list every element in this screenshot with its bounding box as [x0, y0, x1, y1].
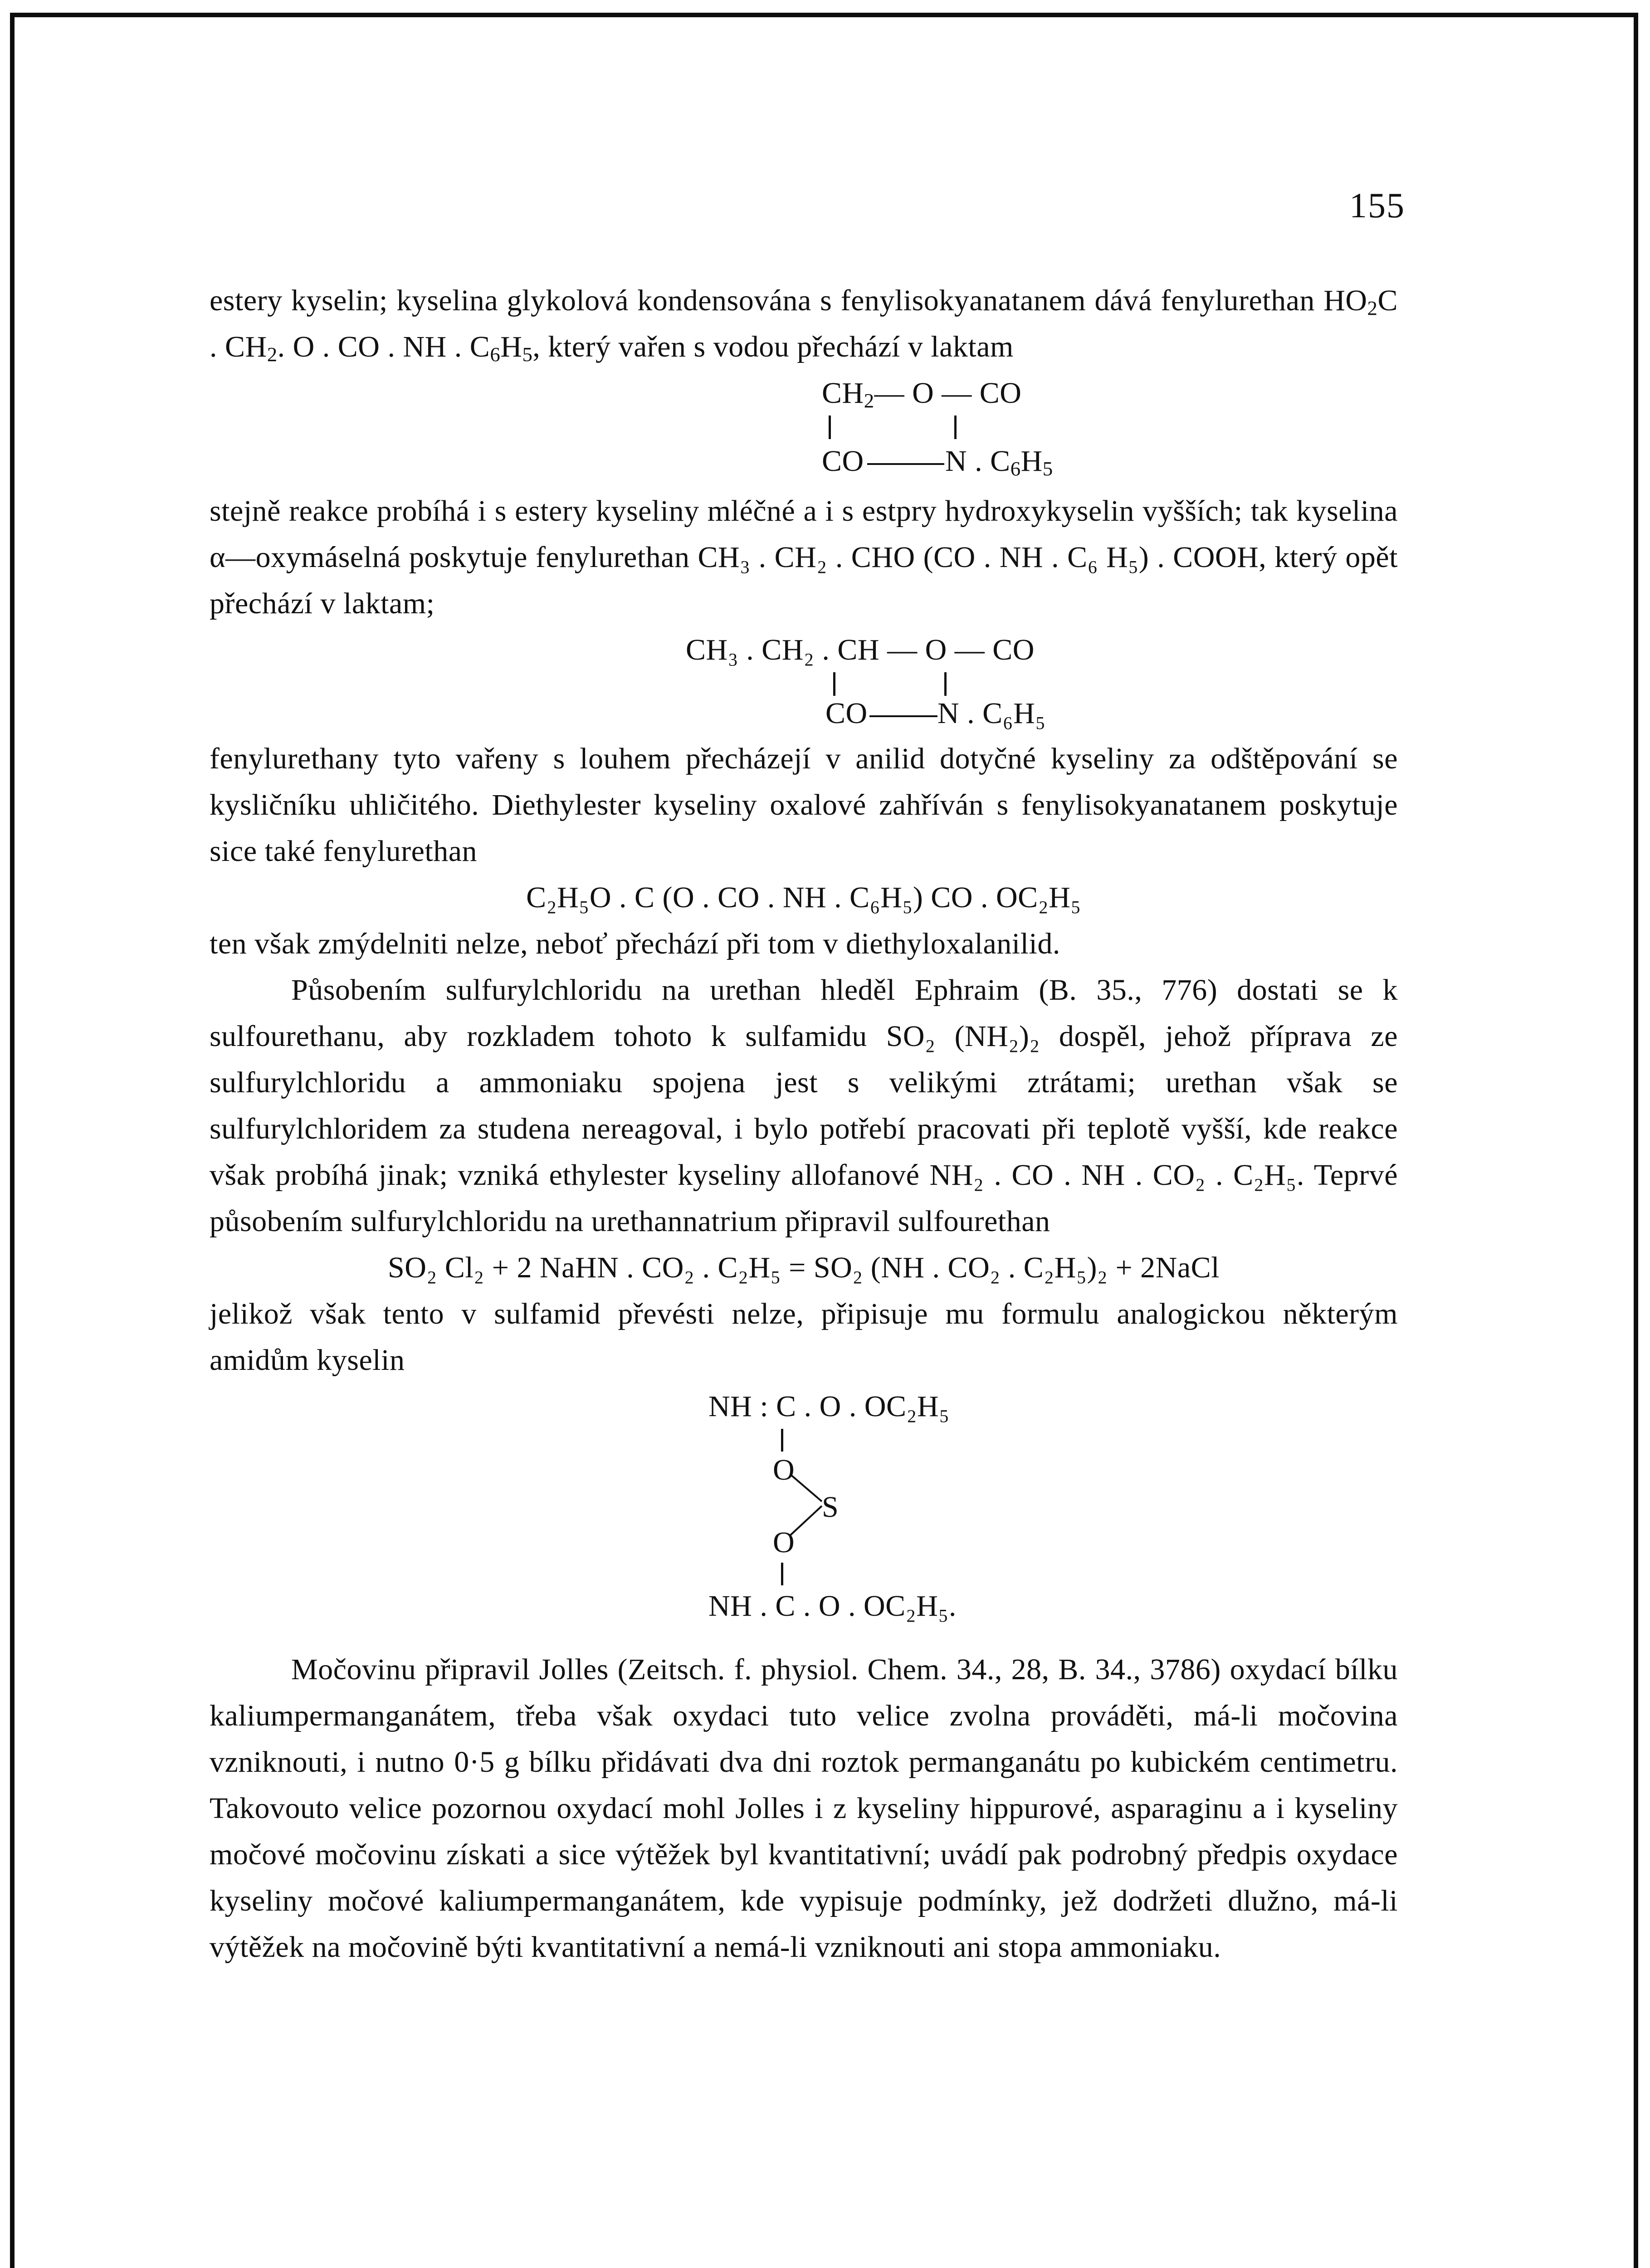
s3-bottom: NH . C . O . OC₂H₅. [708, 1589, 957, 1623]
s1-bottom-right: N . C [945, 445, 1011, 478]
page-body [210, 278, 1398, 1970]
s3-sulfur: S [822, 1491, 839, 1524]
lactam-structure-2 [532, 627, 1076, 736]
s2-bottom-left: CO [825, 697, 868, 730]
s1-top: CH [822, 376, 864, 410]
s3-o-lower: O [773, 1526, 795, 1559]
page-number: 155 [1349, 186, 1405, 225]
paragraph-1: estery kyselin; kyselina glykolová kondensována s fenylisokyanatanem dává fenylurethan $HO_2C$ . $CH_2$. O . CO . NH . $C_6H_5$, který vařen s vodou přechází v laktam [210, 284, 1398, 366]
paragraph-3: fenylurethany tyto vařeny s louhem přecházejí v anilid dotyčné kyseliny za odštěpování se kysličníku uhličitého. Diethylester kyseliny oxalové zahříván s fenylisokyanatanem poskytuje sice také fenylurethan [210, 742, 1398, 868]
formula-diethyl: C₂H₅O . C (O . CO . NH . C₆H₅) CO . OC₂H₅ [526, 881, 1081, 914]
s2-top: CH₃ . CH₂ . CH — O — CO [686, 633, 1035, 666]
p1-line3: přechází v laktam [797, 330, 1014, 363]
s2-bottom-right: N . C₆H₅ [937, 697, 1046, 730]
s1-bond-left [829, 415, 831, 439]
s3-bond-lower [781, 1563, 783, 1585]
s1-bottom-left: CO [822, 445, 864, 478]
p1-line2-formula: C . CH [210, 284, 1398, 363]
p1-line2-pre: dává fenylurethan HO [1094, 284, 1367, 317]
lactam-structure-1: $CH_2—$ O — CO CO N . $C_6H_5$ [600, 370, 1008, 488]
s3-top: NH : C . O . OC₂H₅ [708, 1390, 950, 1423]
paragraph-2: stejně reakce probíhá i s estery kyseliny mléčné a i s estpry hydroxykyselin vyšších; tak kyselina α—oxymáselná poskytuje fenylurethan CH₃ . CH₂ . CHO (CO . NH . C₆ H₅) . COOH, který opět přechází v laktam; [210, 494, 1398, 620]
s1-bond-bottom [867, 463, 944, 465]
s3-o-upper: O [773, 1453, 795, 1486]
p1-line2-mid: . O . CO . NH . C [277, 330, 490, 363]
paragraph-4: ten však zmýdelniti nelze, neboť přechází při tom v diethyloxalanilid. [210, 927, 1060, 960]
p1-line2-post: , který vařen s vodou [532, 330, 790, 363]
paragraph-5: Působením sulfurylchloridu na urethan hleděl Ephraim (B. 35., 776) dostati se k sulfourethanu, aby rozkladem tohoto k sulfamidu SO₂ (NH₂)₂ dospěl, jehož příprava ze sulfurylchloridu a ammoniaku spojena jest s velikými ztrátami; urethan však se sulfurylchloridem za studena nereagoval, i bylo potřebí pracovati při teplotě vyšší, kde reakce však probíhá jinak; vzniká ethylester kyseliny allofanové NH₂ . CO . NH . CO₂ . C₂H₅. Teprvé působením sulfurylchloridu na urethannatrium připravil sulfourethan [210, 973, 1398, 1238]
p1-line1: estery kyselin; kyselina glykolová kondensována s fenylisokyanatanem [210, 284, 1086, 317]
s2-bond-bottom [869, 715, 937, 717]
paragraph-7: Močovinu připravil Jolles (Zeitsch. f. physiol. Chem. 34., 28, B. 34., 3786) oxydací bílku kaliumpermanganátem, třeba však oxydaci tuto velice zvolna prováděti, má-li močovina vzniknouti, i nutno 0·5 g bílku přidávati dva dni roztok permanganátu po kubickém centimetru. Takovouto velice pozornou oxydací mohl Jolles i z kyseliny hippurové, asparaginu a i kyseliny močové močovinu získati a sice výtěžek byl kvantitativní; uvádí pak podrobný předpis oxydace kyseliny močové kaliumpermanganátem, kde vypisuje podmínky, jež dodržeti dlužno, má-li výtěžek na močovině býti kvantitativní a nemá-li vzniknouti ani stopa ammoniaku. [210, 1653, 1398, 1964]
paragraph-6: jelikož však tento v sulfamid převésti nelze, připisuje mu formulu analogickou některým amidům kyselin [210, 1297, 1398, 1377]
sulfourethan-structure [509, 1383, 1098, 1647]
equation-sulfourethan: SO₂ Cl₂ + 2 NaHN . CO₂ . C₂H₅ = SO₂ (NH . CO₂ . C₂H₅)₂ + 2NaCl [388, 1251, 1220, 1284]
s1-bond-right [954, 415, 957, 439]
